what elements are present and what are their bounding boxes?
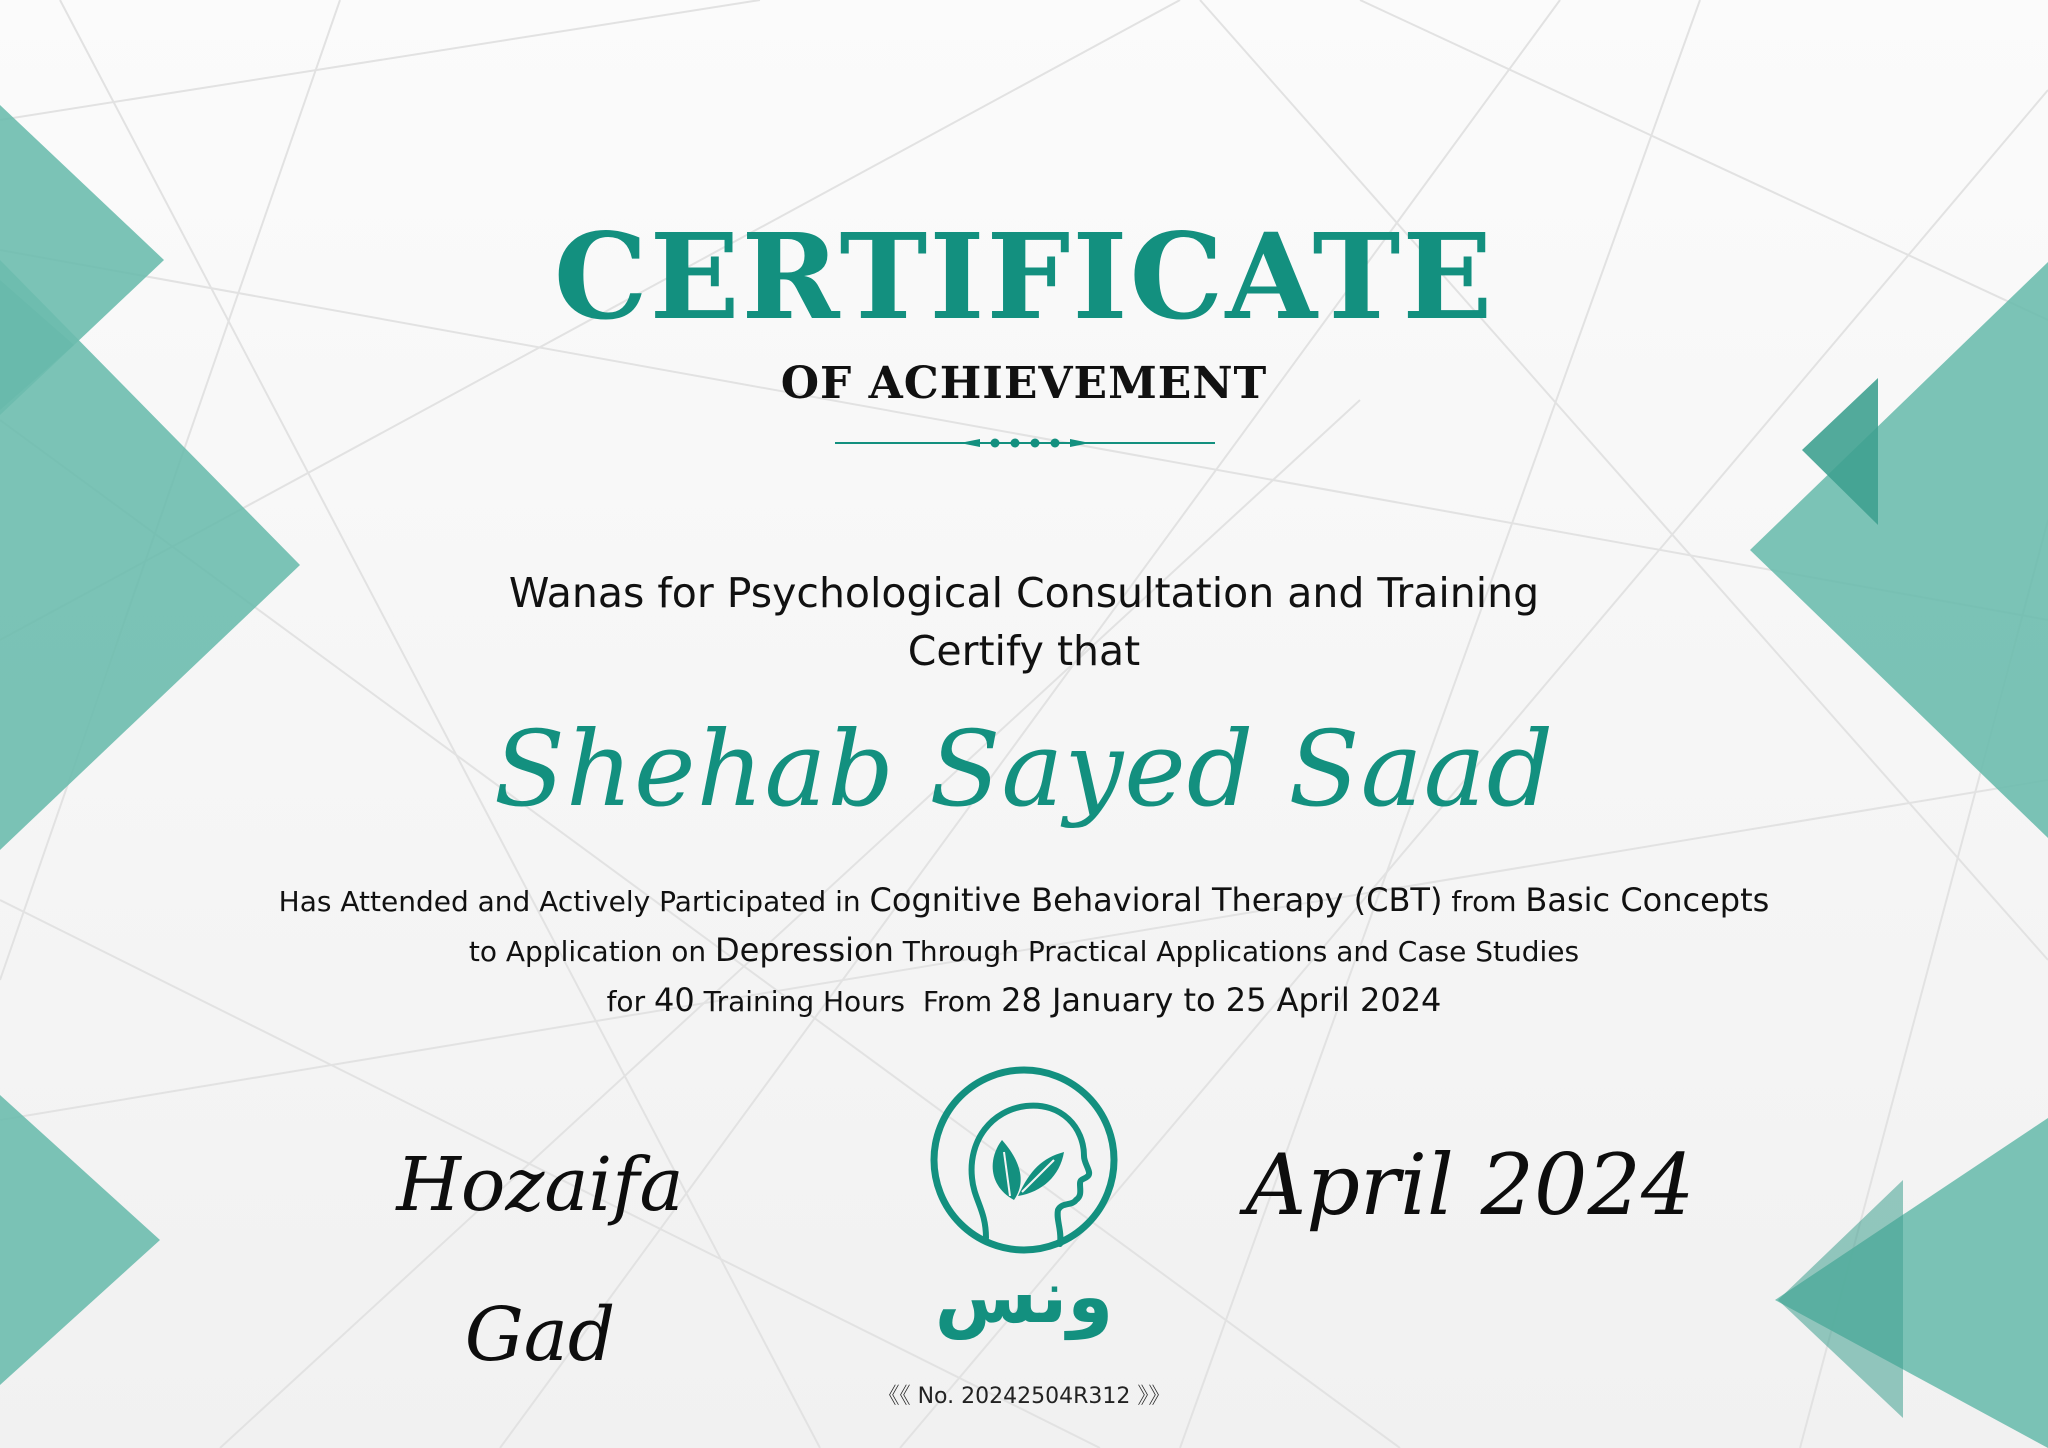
head-leaf-icon <box>926 1060 1122 1260</box>
body-text-segment: Through Practical Applications and Case Studies <box>893 935 1580 968</box>
training-dates: 28 January to 25 April 2024 <box>1001 981 1442 1019</box>
logo-arabic-text: ونس <box>934 1254 1114 1340</box>
certificate-body <box>150 876 1898 1026</box>
certify-that-text: Certify that <box>907 627 1141 675</box>
body-text-segment: Has Attended and Actively Participated in <box>278 885 870 918</box>
training-hours: 40 <box>653 981 695 1019</box>
signature-date: April 2024 <box>1245 1136 1695 1234</box>
body-line-2 <box>150 926 1898 976</box>
recipient-name: Shehab Sayed Saad <box>493 708 1555 830</box>
organization-statement <box>0 564 2048 680</box>
body-line-1 <box>150 876 1898 926</box>
basic-concepts-text: Basic Concepts <box>1525 881 1770 919</box>
course-name: Cognitive Behavioral Therapy (CBT) <box>869 881 1443 919</box>
organization-name: Wanas for Psychological Consultation and Training <box>508 569 1540 617</box>
certificate-subtitle: OF ACHIEVEMENT <box>780 358 1268 409</box>
topic-name: Depression <box>715 931 894 969</box>
signature-left: Hozaifa Gad <box>396 1142 684 1378</box>
certificate-title: CERTIFICATE <box>553 207 1495 346</box>
body-text-segment: for <box>606 985 654 1018</box>
divider-ornament <box>830 428 1220 458</box>
body-text-segment: Training Hours From <box>694 985 1002 1018</box>
certificate-number: 《《 No. 20242504R312 》》 <box>877 1384 1171 1409</box>
body-line-3 <box>150 976 1898 1026</box>
body-text-segment: to Application on <box>468 935 716 968</box>
body-text-segment: from <box>1442 885 1526 918</box>
